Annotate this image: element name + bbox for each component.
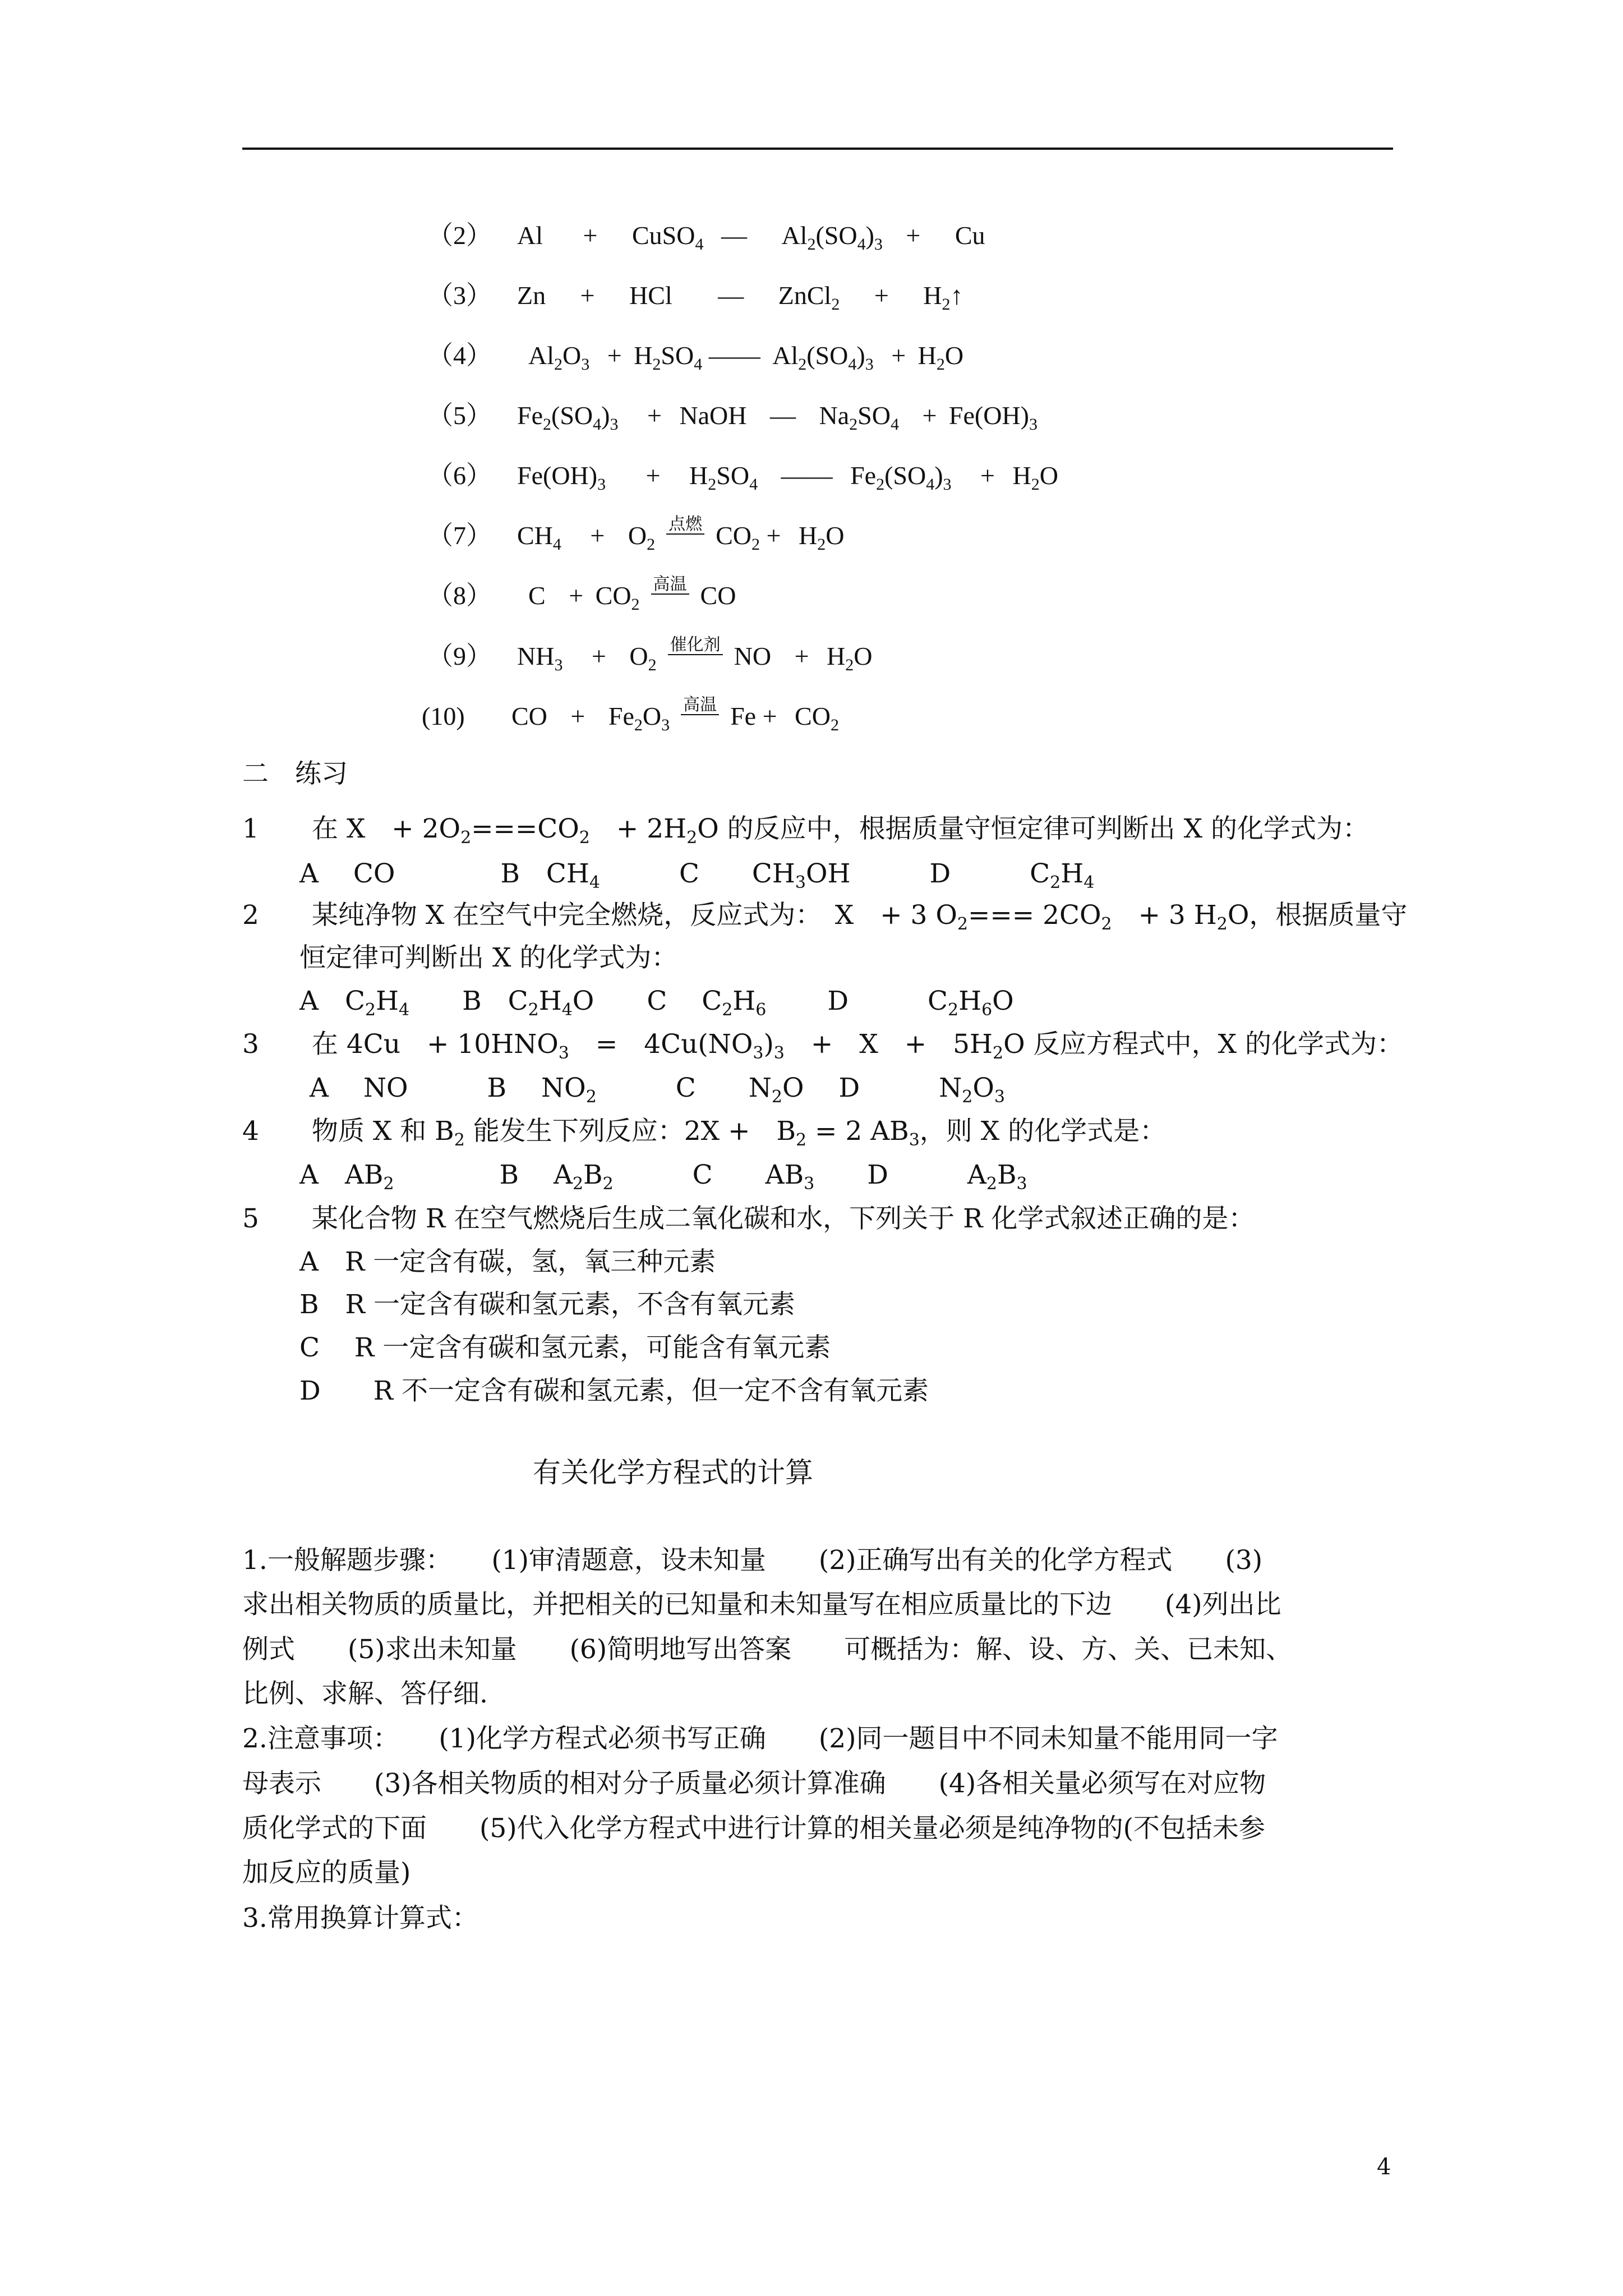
exercise-line: A $C_2H_4$ B $C_2H_4O$ C $C_2H_6$ D $C_2H_6O$ [299, 986, 1014, 1020]
exercise-line: 3 在 4Cu + $10HNO_3$ = $4Cu(NO_3)_3$ + X + $5H_2O$ 反应方程式中，X 的化学式为： [242, 1029, 1403, 1063]
equation-row [427, 339, 963, 372]
note-line: 3.常用换算计算式： [242, 1903, 478, 1934]
equation-body: Zn + HCl — ZnCl$_2$ + $H_2↑$ [517, 281, 963, 314]
exercise-line: 1 在 X + $2O_2===CO_2$ + $2H_2O$ 的反应中，根据质量守恒定律可判断出 X 的化学式为： [242, 813, 1370, 848]
exercise-line: A R 一定含有碳，氢，氧三种元素 [299, 1246, 716, 1277]
equation-row [427, 575, 736, 614]
equation-row [427, 219, 985, 252]
equation-body: $C + CO_2$高温 CO [528, 575, 736, 614]
equation-number: （7） [427, 521, 492, 550]
exercise-line: A $AB_2$ B $A_2B_2$ C $AB_3$ D $A_2B_3$ [299, 1159, 1027, 1194]
exercise-line: A CO B $CH_4$ C $CH_3OH$ D $C_2H_4$ [299, 858, 1095, 892]
exercise-line: B R 一定含有碳和氢元素，不含有氧元素 [299, 1289, 795, 1320]
equation-number: (10) [422, 702, 465, 730]
note-line: 加反应的质量) [242, 1857, 411, 1888]
exercise-line: 5 某化合物 R 在空气燃烧后生成二氧化碳和水，下列关于 R 化学式叙述正确的是： [242, 1203, 1255, 1234]
note-line: 求出相关物质的质量比，并把相关的已知量和未知量写在相应质量比的下边 (4)列出比 [242, 1589, 1281, 1620]
exercise-line: 4 物质 X 和 $B_2$ 能发生下列反应：2X + $B_2 = 2$ $AB_3$，则 X 的化学式是： [242, 1116, 1166, 1150]
note-line: 质化学式的下面 (5)代入化学方程式中进行计算的相关量必须是纯净物的(不包括未参 [242, 1813, 1265, 1844]
note-line: 2.注意事项： (1)化学方程式必须书写正确 (2)同一题目中不同未知量不能用同一字 [242, 1723, 1278, 1754]
note-line: 母表示 (3)各相关物质的相对分子质量必须计算准确 (4)各相关量必须写在对应物 [242, 1768, 1266, 1799]
equation-number: （5） [427, 401, 492, 430]
exercise-line: C R 一定含有碳和氢元素，可能含有氧元素 [299, 1332, 831, 1363]
equation-number: （9） [427, 642, 492, 670]
exercise-line: D R 不一定含有碳和氢元素，但一定不含有氧元素 [299, 1375, 929, 1406]
note-line: 例式 (5)求出未知量 (6)简明地写出答案 可概括为：解、设、方、关、已未知、 [242, 1634, 1293, 1665]
note-line: 比例、求解、答仔细. [242, 1678, 488, 1709]
equation-body: $Fe(OH)_3 + H_2SO_4$ —— $Fe_2(SO_4)_3 + H_2O$ [517, 461, 1058, 494]
equation-body: $NH_3 + O_2$催化剂 NO + $H_2O$ [517, 636, 873, 674]
exercise-line: A NO B $NO_2$ C $N_2O$ D $N_2O_3$ [310, 1073, 1005, 1107]
equation-number: （4） [427, 341, 492, 370]
equation-body: $Fe_2(SO_4)_3$ + NaOH — $Na_2SO_4 + Fe(OH)_3$ [517, 401, 1038, 434]
equation-row [427, 459, 1058, 493]
page-number: 4 [1377, 2154, 1391, 2180]
equation-row [422, 696, 839, 734]
note-line: 1.一般解题步骤： (1)审清题意，设未知量 (2)正确写出有关的化学方程式 (3) [242, 1545, 1263, 1576]
equation-body: $Al_2O_3 + H_2SO_4$ —— $Al_2(SO_4)_3 + H_2O$ [528, 341, 964, 374]
equation-number: （6） [427, 461, 492, 490]
equation-body: Al + CuSO$_4$ — $Al_2(SO_4)_3 + Cu$ [517, 221, 985, 254]
equation-row [427, 636, 873, 674]
exercise-line: 恒定律可判断出 X 的化学式为： [299, 942, 678, 973]
calc-title: 有关化学方程式的计算 [533, 1456, 813, 1489]
equation-number: （8） [427, 581, 492, 610]
equation-row [427, 515, 845, 554]
equation-body: CO + $Fe_2O_3$高温 $Fe + CO_2$ [511, 696, 839, 734]
header-rule [242, 148, 1393, 150]
equation-body: $CH_4 + O_2$点燃 $CO_2 + H_2O$ [517, 515, 845, 554]
equation-number: （3） [427, 281, 492, 310]
exercise-line: 2 某纯净物 X 在空气中完全燃烧，反应式为： X + 3 $O_2=== 2CO_2$ + 3 $H_2O$，根据质量守 [242, 900, 1408, 934]
section-heading: 二 练习 [242, 758, 348, 789]
equation-row [427, 279, 963, 312]
equation-number: （2） [427, 221, 492, 250]
equation-row [427, 399, 1038, 432]
